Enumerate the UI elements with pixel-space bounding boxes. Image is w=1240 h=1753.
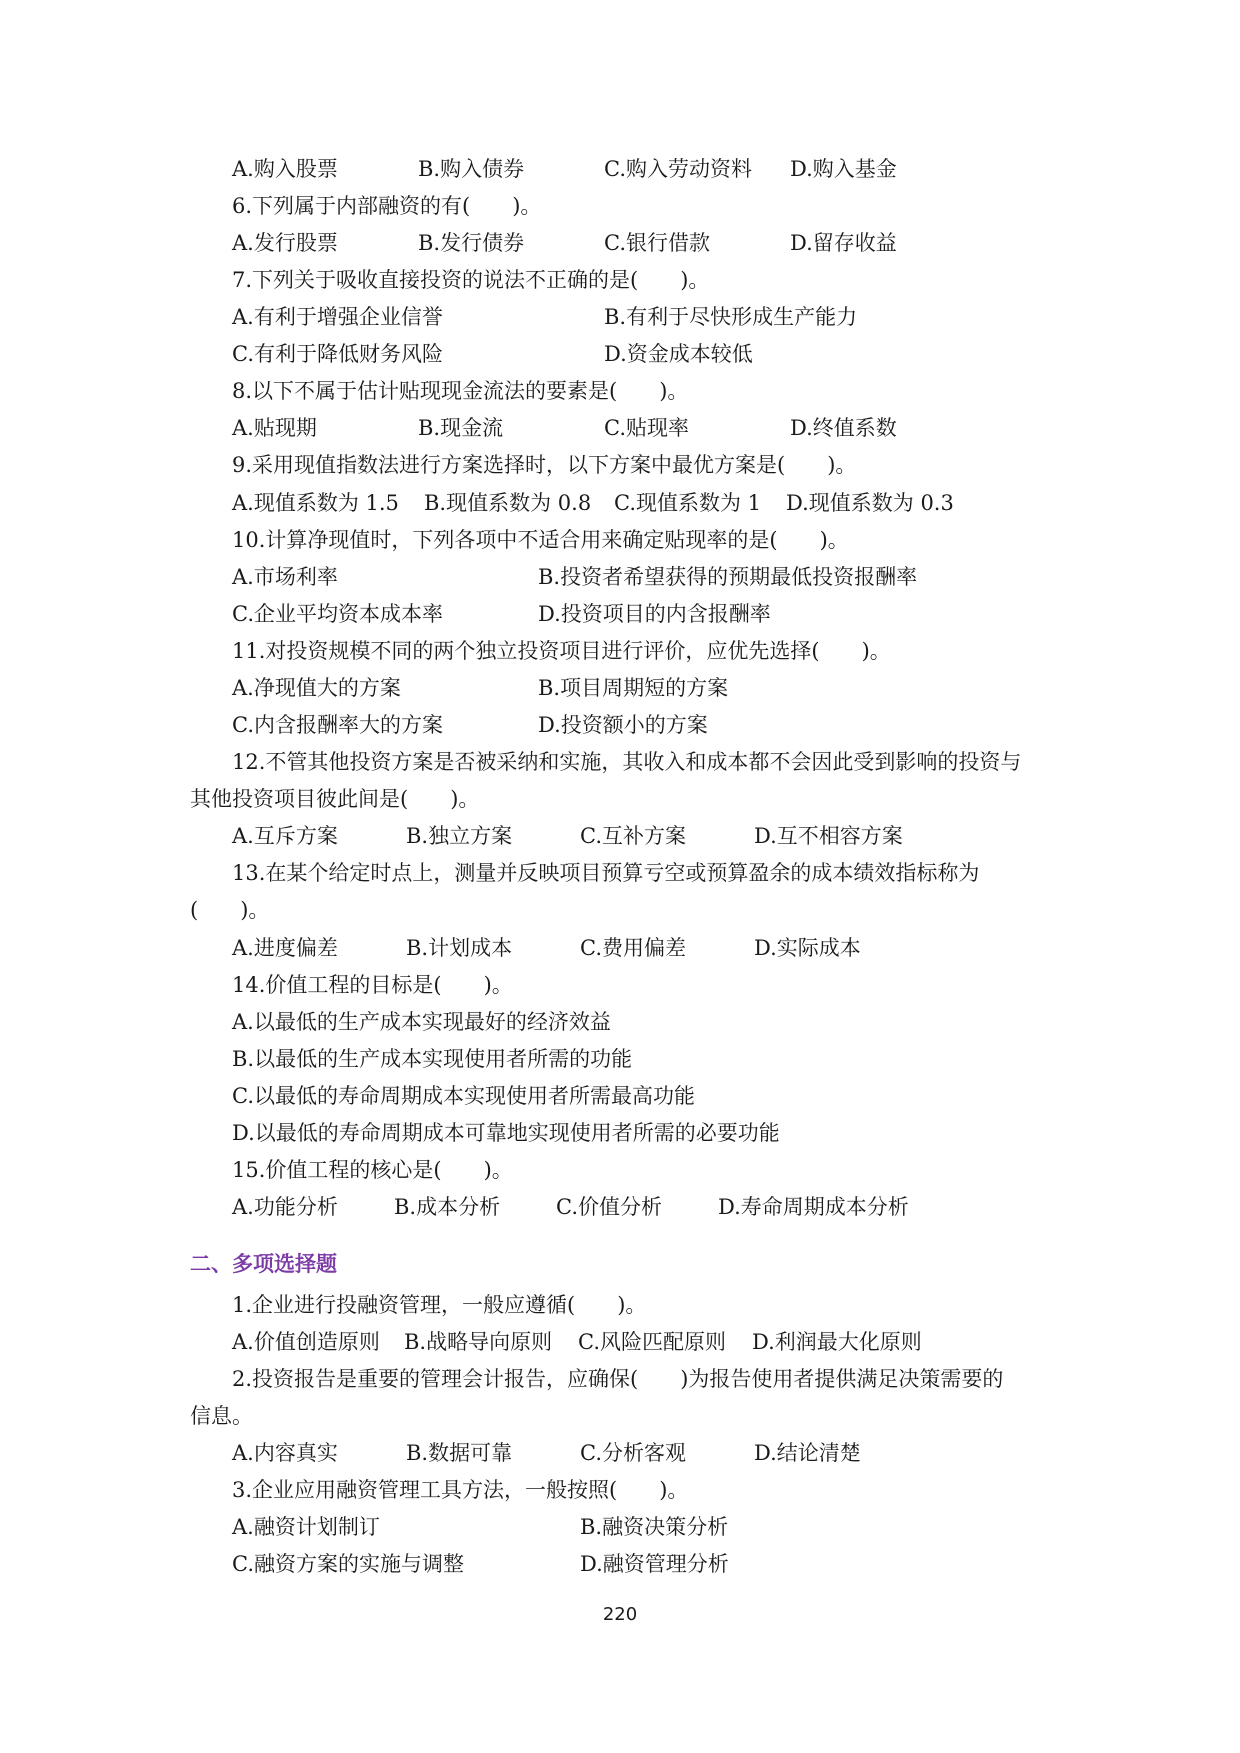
option-a: A.功能分析 (232, 1195, 338, 1219)
page-number: 220 (602, 1604, 638, 1625)
question-7: 7.下列关于吸收直接投资的说法不正确的是( )。 (232, 268, 710, 292)
option-c: C.融资方案的实施与调整 (232, 1552, 464, 1576)
option-a: A.净现值大的方案 (232, 676, 401, 700)
question-8: 8.以下不属于估计贴现现金流法的要素是( )。 (232, 379, 689, 403)
option-d: D.现值系数为 0.3 (786, 491, 954, 515)
option-b: B.战略导向原则 (404, 1330, 553, 1354)
option-a: A.市场利率 (232, 565, 338, 589)
option-b: B.现金流 (418, 416, 504, 440)
question-6: 6.下列属于内部融资的有( )。 (232, 194, 542, 218)
option-d: D.利润最大化原则 (752, 1330, 922, 1354)
option-d: D.资金成本较低 (604, 342, 753, 366)
option-b: B.现值系数为 0.8 (424, 491, 592, 515)
option-a: A.发行股票 (232, 231, 338, 255)
option-c: C.价值分析 (556, 1195, 662, 1219)
option-d: D.寿命周期成本分析 (718, 1195, 909, 1219)
option-b: B.独立方案 (406, 824, 513, 848)
option-a: A.有利于增强企业信誉 (232, 305, 443, 329)
option-d: D.留存收益 (790, 231, 897, 255)
option-c: C.购入劳动资料 (604, 157, 752, 181)
option-a: A.价值创造原则 (232, 1330, 380, 1354)
option-a: A.内容真实 (232, 1441, 338, 1465)
question-9: 9.采用现值指数法进行方案选择时，以下方案中最优方案是( )。 (232, 453, 857, 477)
option-c: C.银行借款 (604, 231, 710, 255)
option-b: B.项目周期短的方案 (538, 676, 729, 700)
option-c: C.风险匹配原则 (578, 1330, 726, 1354)
question-15: 15.价值工程的核心是( )。 (232, 1158, 513, 1182)
option-a: A.购入股票 (232, 157, 338, 181)
option-b: B.投资者希望获得的预期最低投资报酬率 (538, 565, 918, 589)
option-b: B.计划成本 (406, 936, 513, 960)
question-12-line2: 其他投资项目彼此间是( )。 (190, 787, 480, 811)
question-14: 14.价值工程的目标是( )。 (232, 973, 513, 997)
option-d: D.投资额小的方案 (538, 713, 708, 737)
option-c: C.费用偏差 (580, 936, 686, 960)
option-b: B.购入债券 (418, 157, 525, 181)
option-a: A.以最低的生产成本实现最好的经济效益 (232, 1010, 611, 1034)
mc-question-2-line2: 信息。 (190, 1404, 253, 1428)
option-c: C.内含报酬率大的方案 (232, 713, 443, 737)
option-d: D.实际成本 (754, 936, 861, 960)
option-d: D.终值系数 (790, 416, 897, 440)
question-11: 11.对投资规模不同的两个独立投资项目进行评价，应优先选择( )。 (232, 639, 891, 663)
option-c: C.分析客观 (580, 1441, 686, 1465)
option-a: A.进度偏差 (232, 936, 338, 960)
option-c: C.贴现率 (604, 416, 689, 440)
option-c: C.现值系数为 1 (614, 491, 762, 515)
question-13-line1: 13.在某个给定时点上，测量并反映项目预算亏空或预算盈余的成本绩效指标称为 (232, 861, 980, 885)
option-d: D.互不相容方案 (754, 824, 903, 848)
option-c: C.有利于降低财务风险 (232, 342, 443, 366)
mc-question-1: 1.企业进行投融资管理，一般应遵循( )。 (232, 1293, 647, 1317)
section-heading: 二、多项选择题 (190, 1252, 337, 1276)
option-b: B.有利于尽快形成生产能力 (604, 305, 858, 329)
mc-question-2-line1: 2.投资报告是重要的管理会计报告，应确保( )为报告使用者提供满足决策需要的 (232, 1367, 1004, 1391)
option-b: B.数据可靠 (406, 1441, 513, 1465)
option-a: A.互斥方案 (232, 824, 338, 848)
option-a: A.现值系数为 1.5 (232, 491, 399, 515)
option-d: D.购入基金 (790, 157, 897, 181)
option-a: A.贴现期 (232, 416, 317, 440)
option-b: B.成本分析 (394, 1195, 501, 1219)
question-13-line2: ( )。 (190, 898, 270, 922)
option-d: D.融资管理分析 (580, 1552, 729, 1576)
option-b: B.发行债券 (418, 231, 525, 255)
option-d: D.投资项目的内含报酬率 (538, 602, 771, 626)
mc-question-3: 3.企业应用融资管理工具方法，一般按照( )。 (232, 1478, 689, 1502)
option-c: C.互补方案 (580, 824, 686, 848)
option-d: D.以最低的寿命周期成本可靠地实现使用者所需的必要功能 (232, 1121, 780, 1145)
option-c: C.以最低的寿命周期成本实现使用者所需最高功能 (232, 1084, 695, 1108)
option-b: B.融资决策分析 (580, 1515, 729, 1539)
option-d: D.结论清楚 (754, 1441, 861, 1465)
option-a: A.融资计划制订 (232, 1515, 380, 1539)
question-10: 10.计算净现值时，下列各项中不适合用来确定贴现率的是( )。 (232, 528, 849, 552)
option-b: B.以最低的生产成本实现使用者所需的功能 (232, 1047, 633, 1071)
option-c: C.企业平均资本成本率 (232, 602, 443, 626)
question-12-line1: 12.不管其他投资方案是否被采纳和实施，其收入和成本都不会因此受到影响的投资与 (232, 750, 1022, 774)
